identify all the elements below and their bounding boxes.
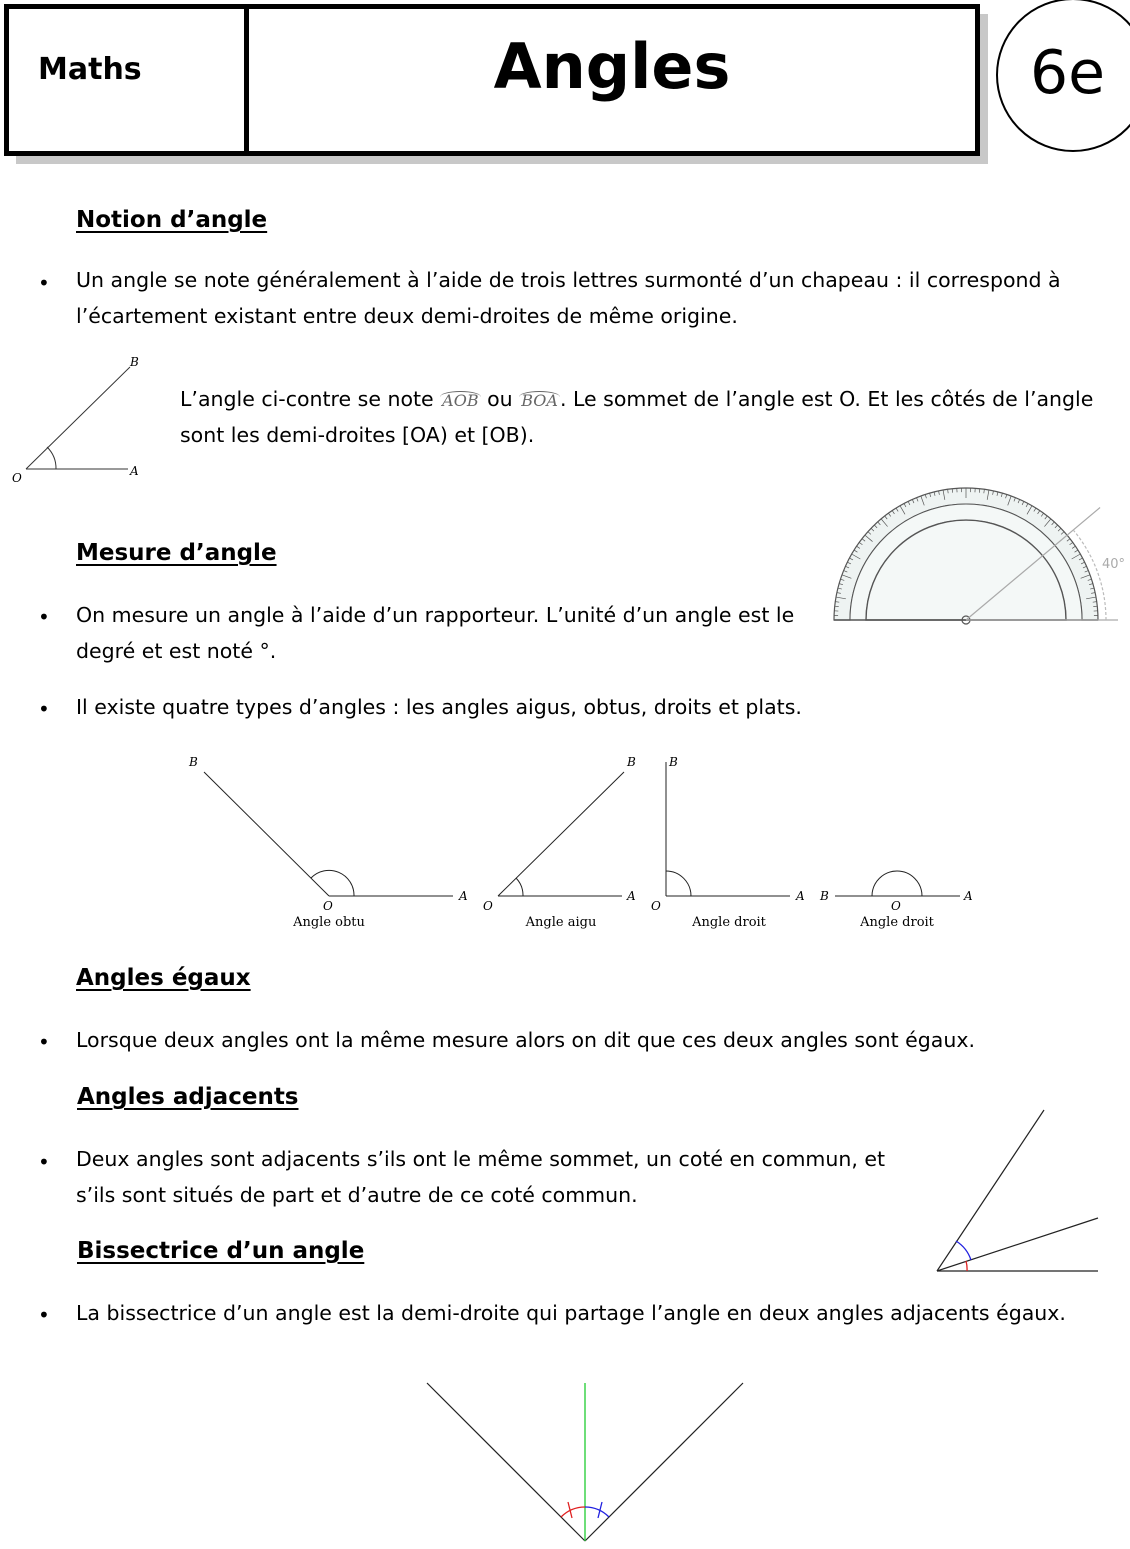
label-a: A	[130, 464, 139, 478]
angle-name-boa: BOA	[521, 391, 558, 410]
caption-acute: Angle aigu	[525, 915, 597, 930]
label-a: A	[964, 889, 973, 903]
label-b: B	[820, 889, 829, 903]
notion-text	[76, 262, 1116, 334]
caption-right: Angle droit	[692, 915, 766, 930]
notion-line-1: Un angle se note généralement à l’aide de trois lettres surmonté d’un chapeau : il correspond à	[76, 268, 1061, 292]
notion-line-2: l’écartement existant entre deux demi-droites de même origine.	[76, 304, 738, 328]
angle-types-figure	[180, 748, 1000, 938]
adjacent-angles-figure	[928, 1100, 1108, 1280]
label-b: B	[130, 355, 139, 369]
red-arc	[561, 1507, 585, 1517]
bisector-figure	[420, 1376, 750, 1546]
caption-obtuse: Angle obtu	[293, 915, 365, 930]
label-a: A	[796, 889, 805, 903]
bullet-dot: •	[38, 271, 50, 295]
label-a: A	[627, 889, 636, 903]
label-o: O	[483, 899, 493, 913]
section-title-bissectrice: Bissectrice d’un angle	[77, 1238, 365, 1264]
label-b: B	[627, 755, 636, 769]
bullet-dot: •	[38, 605, 50, 629]
label-b: B	[669, 755, 678, 769]
subject-label: Maths	[38, 52, 142, 87]
bullet-dot: •	[38, 1150, 50, 1174]
bullet-dot: •	[38, 1030, 50, 1054]
mesure-types-text: Il existe quatre types d’angles : les angles aigus, obtus, droits et plats.	[76, 695, 802, 719]
protractor-reading: 40°	[1102, 557, 1126, 572]
section-title-adjacents: Angles adjacents	[77, 1084, 299, 1110]
bissectrice-text: La bissectrice d’un angle est la demi-droite qui partage l’angle en deux angles adjacents égaux.	[76, 1301, 1066, 1325]
label-o: O	[891, 899, 901, 913]
section-title-mesure: Mesure d’angle	[76, 540, 277, 566]
red-arc	[966, 1261, 967, 1271]
bullet-dot: •	[38, 1303, 50, 1327]
mesure-line-1: On mesure un angle à l’aide d’un rapporteur. L’unité d’un angle est le	[76, 603, 795, 627]
section-title-egaux: Angles égaux	[76, 965, 251, 991]
caption-straight: Angle droit	[860, 915, 934, 930]
label-b: B	[189, 755, 198, 769]
page-title: Angles	[493, 30, 731, 103]
notion-example	[180, 381, 1110, 453]
level-label: 6e	[1030, 38, 1106, 108]
label-a: A	[459, 889, 468, 903]
adjacents-line-2: s’ils sont situés de part et d’autre de ce coté commun.	[76, 1183, 638, 1207]
section-title-notion: Notion d’angle	[76, 207, 268, 233]
blue-arc	[585, 1507, 609, 1517]
protractor-figure	[828, 478, 1128, 628]
notion-example-line-1: L’angle ci-contre se note AOB ou BOA. Le sommet de l’angle est O. Et les côtés de l’angle	[180, 387, 1094, 411]
egaux-text: Lorsque deux angles ont la même mesure alors on dit que ces deux angles sont égaux.	[76, 1028, 975, 1052]
mesure-text	[76, 597, 816, 669]
blue-arc	[956, 1241, 971, 1260]
label-o: O	[651, 899, 661, 913]
adjacents-line-1: Deux angles sont adjacents s’ils ont le même sommet, un coté en commun, et	[76, 1147, 886, 1171]
adjacents-text	[76, 1141, 896, 1213]
label-o: O	[12, 471, 22, 485]
angle-name-aob: AOB	[442, 391, 479, 410]
bullet-dot: •	[38, 697, 50, 721]
mesure-line-2: degré et est noté °.	[76, 639, 277, 663]
label-o: O	[323, 899, 333, 913]
notion-example-line-2: sont les demi-droites [OA) et [OB).	[180, 423, 535, 447]
angle-aob-figure	[8, 352, 148, 487]
